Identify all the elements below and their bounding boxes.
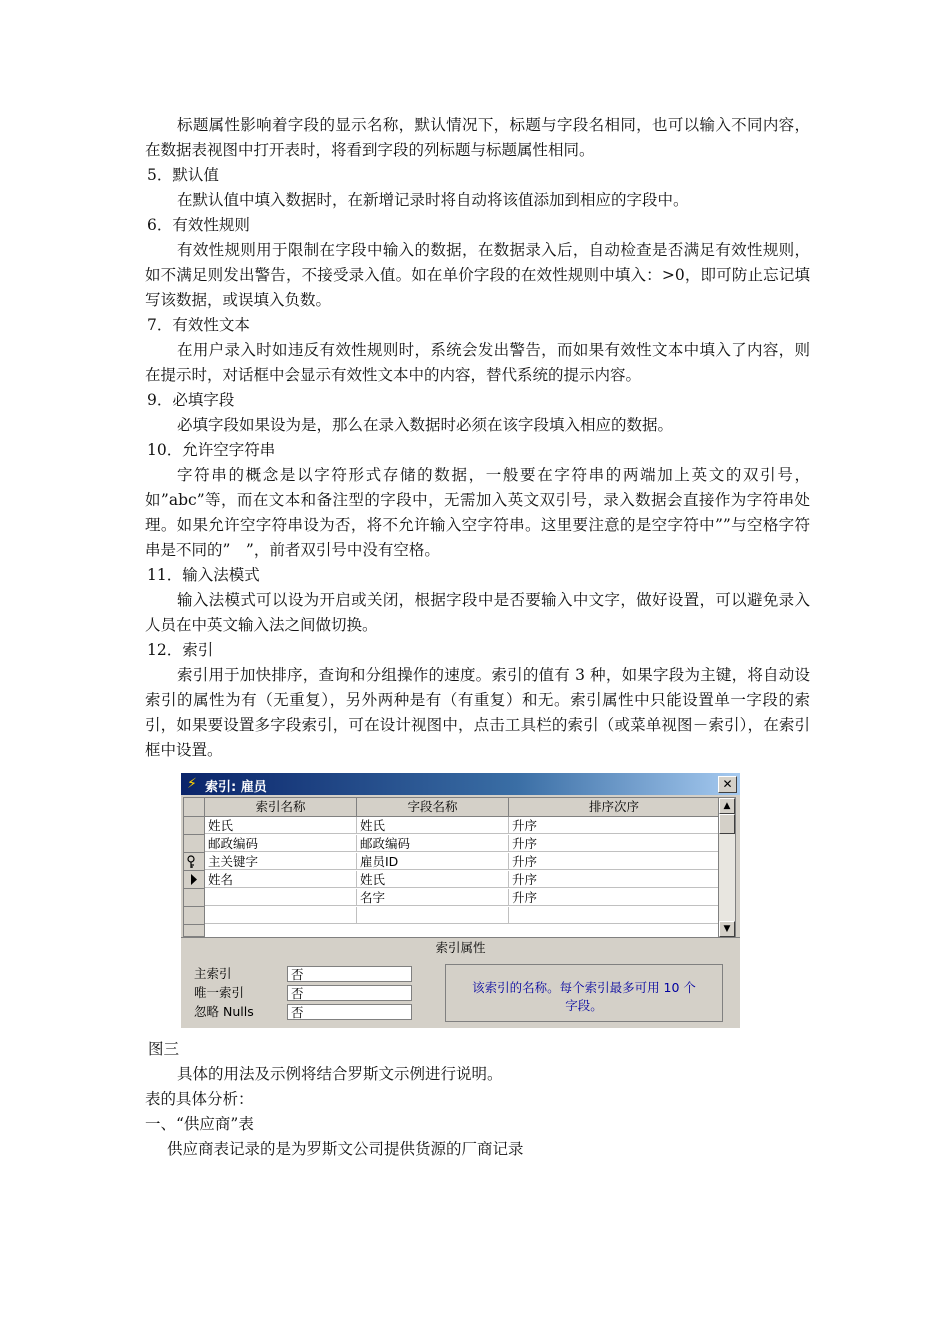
section-heading: 5．默认值 — [147, 166, 219, 184]
field-name-cell[interactable] — [357, 907, 509, 924]
paragraph: 字符串的概念是以字符形式存储的数据，一般要在字符串的两端加上英文的双引号，如”abc”等，而在文本和备注型的字段中，无需加入英文双引号，录入数据会直接作为字符串处理。如果允许空字符串设为否，将不允许输入空字符串。这里要注意的是空字符中””与空格字符串是不同的” ”，前者双引号中没有空格。 — [145, 466, 810, 559]
row-selector[interactable] — [184, 871, 205, 889]
field-name-cell[interactable]: 姓氏 — [357, 871, 509, 888]
section-heading: 6．有效性规则 — [147, 216, 250, 234]
property-label: 唯一索引 — [194, 985, 245, 1000]
paragraph: 表的具体分析： — [145, 1090, 254, 1108]
column-header-index-name[interactable]: 索引名称 — [205, 798, 357, 817]
paragraph: 必填字段如果设为是，那么在录入数据时必须在该字段填入相应的数据。 — [177, 416, 674, 434]
scroll-up-button[interactable] — [719, 798, 735, 814]
dialog-titlebar[interactable] — [181, 773, 740, 795]
paragraph: 在默认值中填入数据时，在新增记录时将自动将该值添加到相应的字段中。 — [177, 191, 689, 209]
scroll-down-button[interactable] — [719, 921, 735, 937]
property-description — [445, 964, 723, 1022]
section-heading: 11．输入法模式 — [147, 566, 260, 584]
lightning-icon: ⚡ — [187, 776, 197, 792]
column-header-field-name[interactable]: 字段名称 — [357, 798, 509, 817]
sort-order-cell[interactable]: 升序 — [509, 871, 719, 888]
field-name-cell[interactable]: 名字 — [357, 889, 509, 906]
dialog-title: 索引: 雇员 — [205, 780, 267, 795]
property-label: 主索引 — [194, 966, 232, 981]
description-line: 该索引的名称。每个索引最多可用 10 个 — [472, 980, 696, 995]
properties-header: 索引属性 — [181, 937, 740, 958]
sort-order-cell[interactable]: 升序 — [509, 853, 719, 870]
scroll-thumb[interactable] — [719, 814, 735, 834]
arrow-down-icon: ▼ — [723, 924, 731, 934]
unique-index-field[interactable]: 否 — [287, 985, 412, 1001]
paragraph: 有效性规则用于限制在字段中输入的数据，在数据录入后，自动检查是否满足有效性规则，如不满足则发出警告，不接受录入值。如在单价字段的在效性规则中填入：>0，即可防止忘记填写该数据，或误填入负数。 — [145, 241, 810, 309]
property-label: 忽略 Nulls — [194, 1004, 254, 1019]
section-heading: 9．必填字段 — [147, 391, 235, 409]
paragraph: 输入法模式可以设为开启或关闭，根据字段中是否要输入中文字，做好设置，可以避免录入人员在中英文输入法之间做切换。 — [145, 591, 810, 634]
row-selector[interactable] — [184, 853, 205, 871]
section-heading: 10．允许空字符串 — [147, 441, 276, 459]
paragraph: 索引用于加快排序，查询和分组操作的速度。索引的值有 3 种，如果字段为主键，将自动设索引的属性为有（无重复），另外两种是有（有重复）和无。索引属性中只能设置单一字段的索引，如果要设置多字段索引，可在设计视图中，点击工具栏的索引（或菜单视图－索引），在索引框中设置。 — [145, 666, 810, 759]
row-selector[interactable] — [184, 907, 205, 925]
close-icon: ✕ — [722, 777, 733, 791]
index-name-cell[interactable]: 姓名 — [205, 871, 357, 888]
sort-order-cell[interactable] — [509, 907, 719, 924]
ignore-nulls-field[interactable]: 否 — [287, 1004, 412, 1020]
index-name-cell[interactable]: 主关键字 — [205, 853, 357, 870]
primary-index-field[interactable]: 否 — [287, 966, 412, 982]
grid-corner — [184, 798, 205, 817]
section-heading: 12．索引 — [147, 641, 214, 659]
paragraph: 标题属性影响着字段的显示名称，默认情况下，标题与字段名相同，也可以输入不同内容，在数据表视图中打开表时，将看到字段的列标题与标题属性相同。 — [145, 116, 810, 159]
paragraph: 在用户录入时如违反有效性规则时，系统会发出警告，而如果有效性文本中填入了内容，则在提示时，对话框中会显示有效性文本中的内容，替代系统的提示内容。 — [145, 341, 810, 384]
close-button[interactable] — [718, 776, 737, 793]
section-heading: 7．有效性文本 — [147, 316, 250, 334]
field-name-cell[interactable]: 姓氏 — [357, 817, 509, 834]
index-dialog — [181, 773, 740, 1028]
row-selector[interactable] — [184, 889, 205, 907]
index-name-cell[interactable] — [205, 889, 357, 906]
key-icon — [184, 853, 204, 870]
figure-caption: 图三 — [148, 1040, 180, 1058]
paragraph: 供应商表记录的是为罗斯文公司提供货源的厂商记录 — [167, 1140, 524, 1158]
index-name-cell[interactable] — [205, 907, 357, 924]
row-selector[interactable] — [184, 817, 205, 835]
index-name-cell[interactable]: 姓氏 — [205, 817, 357, 834]
sort-order-cell[interactable]: 升序 — [509, 817, 719, 834]
field-name-cell[interactable]: 邮政编码 — [357, 835, 509, 852]
description-line: 字段。 — [565, 998, 603, 1013]
current-row-arrow-icon — [184, 871, 204, 888]
index-name-cell[interactable]: 邮政编码 — [205, 835, 357, 852]
field-name-cell[interactable]: 雇员ID — [357, 853, 509, 870]
row-selector[interactable] — [184, 835, 205, 853]
document-body — [145, 113, 810, 763]
section-heading: 一、“供应商”表 — [145, 1115, 254, 1133]
row-selector[interactable] — [184, 925, 205, 937]
arrow-up-icon: ▲ — [723, 801, 731, 811]
sort-order-cell[interactable]: 升序 — [509, 889, 719, 906]
column-header-sort-order[interactable]: 排序次序 — [509, 798, 720, 817]
grid-scrollbar[interactable] — [718, 797, 736, 938]
paragraph: 具体的用法及示例将结合罗斯文示例进行说明。 — [177, 1065, 503, 1083]
sort-order-cell[interactable]: 升序 — [509, 835, 719, 852]
index-grid — [183, 797, 720, 938]
